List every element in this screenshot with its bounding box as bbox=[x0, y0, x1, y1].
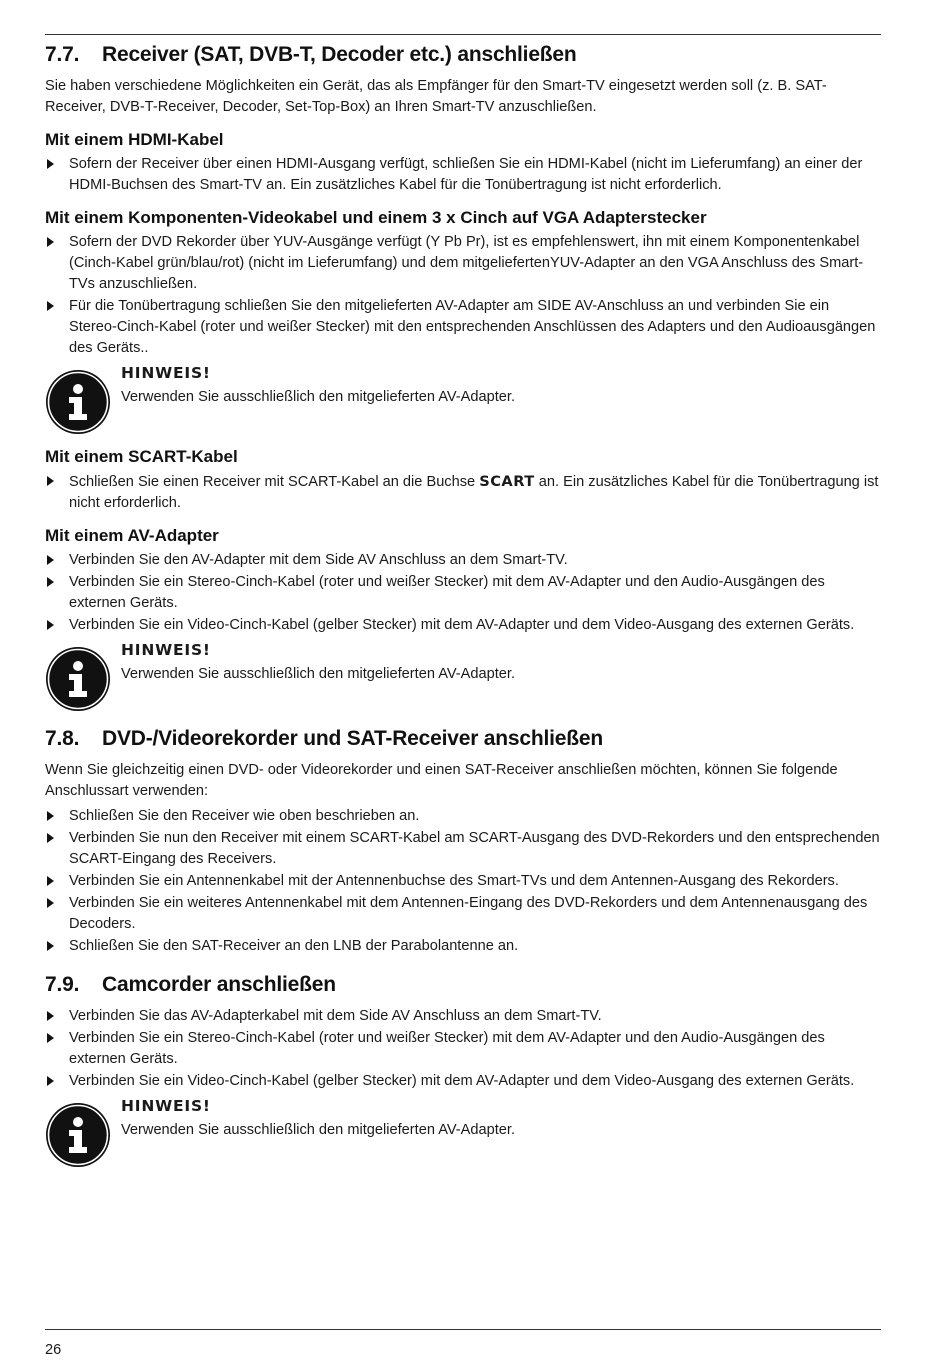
note-text: Verwenden Sie ausschließlich den mitgelieferten AV-Adapter. bbox=[121, 389, 515, 405]
bullet-triangle-icon bbox=[47, 237, 54, 247]
scart-list bbox=[45, 471, 881, 514]
camcorder-list bbox=[45, 1006, 881, 1092]
section-number: 7.7. bbox=[45, 43, 80, 66]
note-text: Verwenden Sie ausschließlich den mitgelieferten AV-Adapter. bbox=[121, 666, 515, 682]
list-item: Verbinden Sie ein Video-Cinch-Kabel (gelber Stecker) mit dem AV-Adapter und dem Video-Ausgang des externen Geräts. bbox=[45, 1071, 881, 1092]
component-list bbox=[45, 232, 881, 359]
manual-page bbox=[45, 0, 881, 1367]
bullet-triangle-icon bbox=[47, 833, 54, 843]
list-item: Verbinden Sie das AV-Adapterkabel mit dem Side AV Anschluss an dem Smart-TV. bbox=[45, 1006, 881, 1027]
av-list bbox=[45, 550, 881, 636]
bullet-triangle-icon bbox=[47, 1033, 54, 1043]
hdmi-list bbox=[45, 154, 881, 196]
bullet-triangle-icon bbox=[47, 301, 54, 311]
bullet-triangle-icon bbox=[47, 159, 54, 169]
section-heading-7-8 bbox=[45, 724, 881, 754]
section-number: 7.8. bbox=[45, 727, 80, 750]
section-intro: Wenn Sie gleichzeitig einen DVD- oder Videorekorder und einen SAT-Receiver anschließen möchten, können Sie folgende Anschlussart verwenden: bbox=[45, 762, 838, 799]
list-item: Verbinden Sie ein Antennenkabel mit der Antennenbuchse des Smart-TVs und dem Antennen-Ausgang des Rekorders. bbox=[45, 871, 881, 892]
section-title: Receiver (SAT, DVB-T, Decoder etc.) anschließen bbox=[102, 43, 577, 66]
subheading-hdmi: Mit einem HDMI-Kabel bbox=[45, 130, 224, 149]
list-item: Verbinden Sie den AV-Adapter mit dem Side AV Anschluss an dem Smart-TV. bbox=[45, 550, 881, 571]
info-icon bbox=[45, 369, 111, 435]
section-title: Camcorder anschließen bbox=[102, 973, 336, 996]
list-item: Schließen Sie den SAT-Receiver an den LNB der Parabolantenne an. bbox=[45, 936, 881, 957]
note-box bbox=[45, 363, 881, 435]
bullet-triangle-icon bbox=[47, 555, 54, 565]
list-item: Sofern der DVD Rekorder über YUV-Ausgänge verfügt (Y Pb Pr), ist es empfehlenswert, ihn mit einem Komponentenkabel (Cinch-Kabel grün/blau/rot) (nicht im Lieferumfang) und dem mitgeliefertenYUV-Adapter an den VGA Anschluss des Smart-TVs anzuschließen. bbox=[45, 232, 881, 295]
list-item: Verbinden Sie nun den Receiver mit einem SCART-Kabel am SCART-Ausgang des DVD-Rekorders und den entsprechenden SCART-Eingang des Receivers. bbox=[45, 828, 881, 870]
section-intro: Sie haben verschiedene Möglichkeiten ein Gerät, das als Empfänger für den Smart-TV eingesetzt werden soll (z. B. SAT-Receiver, DVB-T-Receiver, Decoder, Set-Top-Box) an Ihren Smart-TV anzuschließen. bbox=[45, 78, 827, 115]
note-title: HINWEIS! bbox=[121, 641, 211, 659]
subheading-av-adapter: Mit einem AV-Adapter bbox=[45, 526, 219, 545]
bottom-divider bbox=[45, 1329, 881, 1330]
list-item: Sofern der Receiver über einen HDMI-Ausgang verfügt, schließen Sie ein HDMI-Kabel (nicht im Lieferumfang) an einer der HDMI-Buchsen des Smart-TV an. Ein zusätzliches Kabel für die Tonübertragung ist nicht erforderlich. bbox=[45, 154, 881, 196]
subheading-component: Mit einem Komponenten-Videokabel und einem 3 x Cinch auf VGA Adapterstecker bbox=[45, 208, 707, 227]
dvd-sat-list bbox=[45, 806, 881, 957]
note-text: Verwenden Sie ausschließlich den mitgelieferten AV-Adapter. bbox=[121, 1122, 515, 1138]
top-divider bbox=[45, 34, 881, 35]
list-item: Verbinden Sie ein weiteres Antennenkabel mit dem Antennen-Eingang des DVD-Rekorders und dem Antennenausgang des Decoders. bbox=[45, 893, 881, 935]
bullet-triangle-icon bbox=[47, 476, 54, 486]
subheading-scart: Mit einem SCART-Kabel bbox=[45, 447, 238, 466]
bullet-triangle-icon bbox=[47, 1011, 54, 1021]
bullet-triangle-icon bbox=[47, 876, 54, 886]
bullet-triangle-icon bbox=[47, 811, 54, 821]
section-heading-7-9 bbox=[45, 970, 881, 1000]
bullet-triangle-icon bbox=[47, 941, 54, 951]
list-item: Schließen Sie den Receiver wie oben beschrieben an. bbox=[45, 806, 881, 827]
section-number: 7.9. bbox=[45, 973, 80, 996]
info-icon bbox=[45, 1102, 111, 1168]
list-item: Verbinden Sie ein Stereo-Cinch-Kabel (roter und weißer Stecker) mit dem AV-Adapter und den Audio-Ausgängen des externen Geräts. bbox=[45, 572, 881, 614]
bullet-triangle-icon bbox=[47, 577, 54, 587]
list-item: Schließen Sie einen Receiver mit SCART-Kabel an die Buchse SCART an. Ein zusätzliches Kabel für die Tonübertragung ist nicht erforderlich. bbox=[45, 471, 881, 514]
bullet-triangle-icon bbox=[47, 620, 54, 630]
list-item: Verbinden Sie ein Stereo-Cinch-Kabel (roter und weißer Stecker) mit dem AV-Adapter und den Audio-Ausgängen des externen Geräts. bbox=[45, 1028, 881, 1070]
page-number: 26 bbox=[45, 1342, 62, 1358]
list-item: Für die Tonübertragung schließen Sie den mitgelieferten AV-Adapter am SIDE AV-Anschluss an und verbinden Sie ein Stereo-Cinch-Kabel (roter und weißer Stecker) mit den entsprechenden Anschlüssen des Adapters und den Audioausgängen des Geräts.. bbox=[45, 296, 881, 359]
note-box bbox=[45, 640, 881, 712]
page-content bbox=[45, 40, 881, 1174]
bullet-triangle-icon bbox=[47, 898, 54, 908]
list-item: Verbinden Sie ein Video-Cinch-Kabel (gelber Stecker) mit dem AV-Adapter und dem Video-Ausgang des externen Geräts. bbox=[45, 615, 881, 636]
note-title: HINWEIS! bbox=[121, 364, 211, 382]
bullet-triangle-icon bbox=[47, 1076, 54, 1086]
section-title: DVD-/Videorekorder und SAT-Receiver anschließen bbox=[102, 727, 603, 750]
scart-label: SCART bbox=[479, 473, 535, 490]
info-icon bbox=[45, 646, 111, 712]
note-box bbox=[45, 1096, 881, 1168]
section-heading-7-7 bbox=[45, 40, 881, 70]
note-title: HINWEIS! bbox=[121, 1097, 211, 1115]
